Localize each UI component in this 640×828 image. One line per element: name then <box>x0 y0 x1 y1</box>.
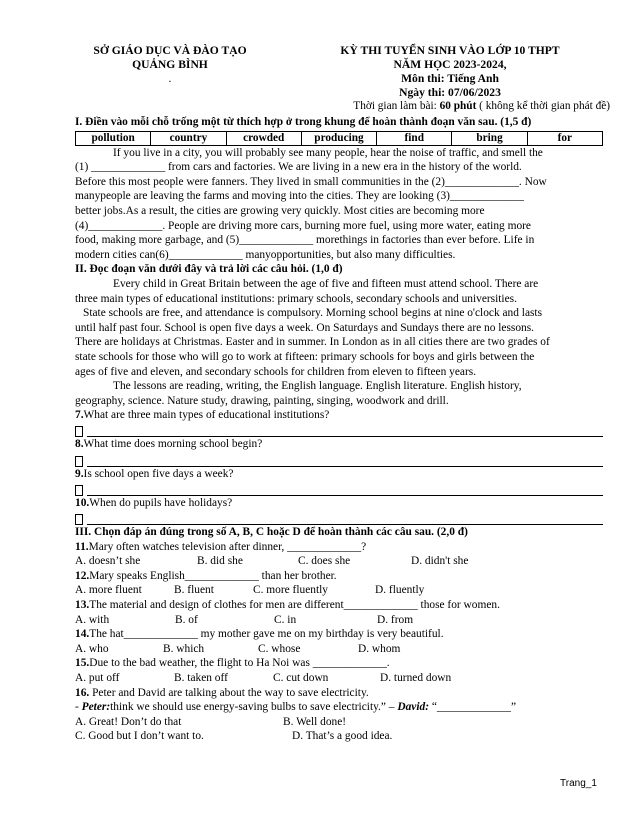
passage-line: Before this most people were fanners. They lived in small communities in the (2)_____________. Now <box>75 175 547 188</box>
header-left <box>70 44 270 86</box>
time-note: Thời gian làm bài: 60 phút ( không kể thời gian phát đề) <box>353 100 610 112</box>
question-12: 12.Mary speaks English_____________ than her brother. A. more fluent B. fluent C. more fluently D. fluently <box>75 569 425 597</box>
passage-line: better jobs.As a result, the cities are growing very quickly. Most cities are becoming more <box>75 204 485 217</box>
option-c[interactable]: C. Good but I don’t want to. <box>75 730 204 743</box>
question-16: 16. Peter and David are talking about the way to save electricity. - Peter:think we should use energy-saving bulbs to save electricity.” – David: “_____________” A. Great! Don’t do that B. Well done! C. Good but I don’t want to. D. That’s a good idea. <box>75 686 603 744</box>
passage-line: (4)_____________. People are driving more cars, burning more fuel, using more water, eating more <box>75 219 531 232</box>
option-a[interactable]: A. who <box>75 642 109 655</box>
word-box-cell: producing <box>301 131 376 145</box>
option-c[interactable]: C. cut down <box>273 671 329 684</box>
option-a[interactable]: A. with <box>75 613 110 626</box>
option-d[interactable]: D. didn't she <box>411 555 469 568</box>
word-box-cell: crowded <box>226 131 301 145</box>
checkbox-icon <box>75 514 83 525</box>
section-1-passage <box>75 146 603 263</box>
answer-line[interactable] <box>87 458 603 467</box>
passage-line: The lessons are reading, writing, the English language. English literature. English history, <box>113 380 522 393</box>
question-9: 9.Is school open five days a week? <box>75 467 603 496</box>
question-10: 10.When do pupils have holidays? <box>75 496 603 525</box>
word-box-cell: bring <box>452 131 527 145</box>
subject: Môn thi: Tiếng Anh <box>401 72 499 85</box>
passage-line: (1) _____________ from cars and factories. We are living in a new era in the history of the world. <box>75 161 522 174</box>
province-name: QUẢNG BÌNH <box>132 58 208 71</box>
page-number: Trang_1 <box>560 778 597 789</box>
option-d[interactable]: D. fluently <box>375 584 425 597</box>
passage-line: food, making more garbage, and (5)_____________ morethings in factories than ever before. Life in <box>75 234 535 247</box>
word-box-cell: pollution <box>76 131 151 145</box>
option-d[interactable]: D. whom <box>358 642 401 655</box>
section-3-title: III. Chọn đáp án đúng trong số A, B, C hoặc D để hoàn thành các câu sau. (2,0 đ) <box>75 526 468 539</box>
exam-date: Ngày thi: 07/06/2023 <box>399 86 501 99</box>
option-b[interactable]: B. Well done! <box>283 715 347 728</box>
passage-line: There are holidays at Christmas. Easter and in summer. In London as in all cities there are two grades of <box>75 336 550 349</box>
option-b[interactable]: B. of <box>175 613 198 626</box>
option-a[interactable]: A. doesn’t she <box>75 555 141 568</box>
passage-line: State schools are free, and attendance is compulsory. Morning school begins at nine o'clock and lasts <box>83 307 543 320</box>
department-name: SỞ GIÁO DỤC VÀ ĐÀO TẠO <box>93 44 247 57</box>
passage-line: manypeople are leaving the farms and moving into the cities. They are looking (3)_____________ <box>75 190 524 203</box>
passage-line: modern cities can(6)_____________ manyopportunities, but also many difficulties. <box>75 248 456 261</box>
option-b[interactable]: B. fluent <box>174 584 214 597</box>
answer-line[interactable] <box>87 487 603 496</box>
word-box <box>75 131 603 146</box>
option-a[interactable]: A. put off <box>75 671 120 684</box>
section-2-title: II. Đọc đoạn văn dưới đây và trả lời các câu hỏi. (1,0 đ) <box>75 263 343 276</box>
exam-content <box>75 115 603 744</box>
passage-line: state schools for those who will go to work at fifteen: primary schools for boys and girls between the <box>75 350 535 363</box>
option-c[interactable]: C. more fluently <box>253 584 328 597</box>
option-c[interactable]: C. does she <box>298 555 351 568</box>
passage-line: geography, science. Nature study, drawing, painting, singing, woodwork and drill. <box>75 394 449 407</box>
section-1-title: I. Điền vào mỗi chỗ trống một từ thích hợp ở trong khung để hoàn thành đoạn văn sau. (1,5 đ) <box>75 116 532 128</box>
question-13: 13.The material and design of clothes for men are different_____________ those for women. A. with B. of C. in D. from <box>75 599 500 626</box>
header-right <box>300 44 600 100</box>
passage-line: three main types of educational institutions: primary schools, secondary schools and universities. <box>75 292 517 305</box>
option-c[interactable]: C. whose <box>258 642 301 655</box>
option-d[interactable]: D. turned down <box>380 671 452 684</box>
option-b[interactable]: B. did she <box>197 555 243 568</box>
word-box-cell: for <box>527 131 602 145</box>
answer-line[interactable] <box>87 428 603 437</box>
answer-line[interactable] <box>87 516 603 525</box>
question-7: 7.What are three main types of educational institutions? <box>75 408 603 437</box>
option-d[interactable]: D. That’s a good idea. <box>292 730 393 743</box>
option-a[interactable]: A. more fluent <box>75 584 142 597</box>
school-year: NĂM HỌC 2023-2024, <box>393 58 507 71</box>
option-c[interactable]: C. in <box>274 613 297 626</box>
option-a[interactable]: A. Great! Don’t do that <box>75 715 182 728</box>
question-14: 14.The hat_____________ my mother gave me on my birthday is very beautiful. A. who B. which C. whose D. whom <box>75 628 444 655</box>
passage-line: If you live in a city, you will probably see many people, hear the noise of traffic, and smell the <box>113 146 543 159</box>
word-box-cell: country <box>151 131 226 145</box>
checkbox-icon <box>75 426 83 437</box>
passage-line: ages of five and eleven, and secondary schools for children from eleven to fifteen years. <box>75 365 477 378</box>
dialogue-line: - Peter:think we should use energy-saving bulbs to save electricity.” – David: “_____________” <box>75 701 516 714</box>
checkbox-icon <box>75 456 83 467</box>
section-2-passage <box>75 277 603 408</box>
question-11: 11.Mary often watches television after dinner, _____________? A. doesn’t she B. did she C. does she D. didn't she <box>75 540 469 568</box>
word-box-cell: find <box>377 131 452 145</box>
exam-title: KỲ THI TUYỂN SINH VÀO LỚP 10 THPT <box>340 44 560 57</box>
option-b[interactable]: B. which <box>163 642 205 655</box>
question-8: 8.What time does morning school begin? <box>75 437 603 466</box>
passage-line: Every child in Great Britain between the age of five and fifteen must attend school. There are <box>113 277 539 290</box>
option-b[interactable]: B. taken off <box>174 671 228 684</box>
question-15: 15.Due to the bad weather, the flight to Ha Noi was _____________. A. put off B. taken off C. cut down D. turned down <box>75 657 452 684</box>
option-d[interactable]: D. from <box>377 613 414 626</box>
passage-line: until half past four. School is open five days a week. On Saturdays and Sundays there are no lessons. <box>75 321 535 334</box>
checkbox-icon <box>75 485 83 496</box>
header-dot: . <box>168 72 172 85</box>
